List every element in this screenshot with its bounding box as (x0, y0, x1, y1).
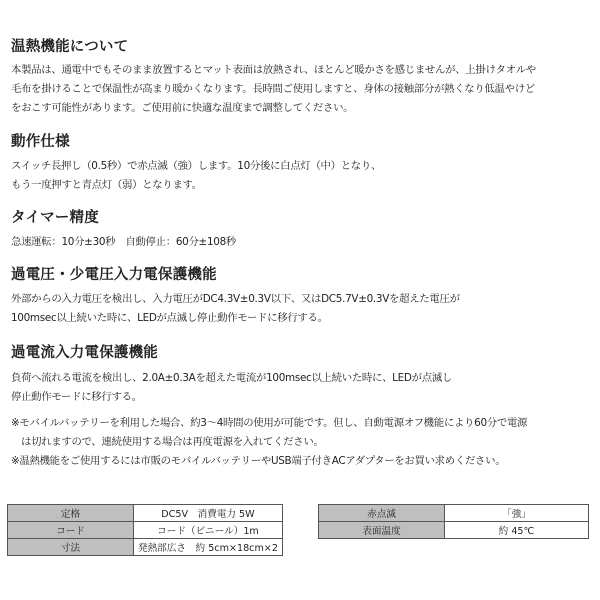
table-row (8, 522, 283, 539)
spec-value-dimensions: 発熱部広さ 約 5cm×18cm×2 (134, 539, 283, 556)
section-heading: 温熱機能について (11, 39, 129, 55)
section-heading: 過電流入力電保護機能 (11, 345, 158, 361)
section-body: 外部からの入力電圧を検出し、入力電圧がDC4.3V±0.3V以下、又はDC5.7V±0.3Vを超えた電圧が 100msec以上続いた時に、LEDが点滅し停止動作モードに移行する。 (11, 293, 460, 324)
spec-value-surface-temp: 約 45℃ (445, 522, 589, 539)
notes (11, 414, 596, 471)
section-current-protection (11, 344, 591, 407)
spec-label-surface-temp: 表面温度 (319, 522, 445, 539)
spec-value-cord: コード（ビニール）1m (134, 522, 283, 539)
spec-table-left (7, 504, 283, 556)
section-body: スイッチ長押し（0.5秒）で赤点滅（強）します。10分後に白点灯（中）となり、 もう一度押すと青点灯（弱）となります。 (11, 160, 382, 191)
section-voltage-protection (11, 266, 591, 328)
spec-value-rating: DC5V 消費電力 5W (134, 505, 283, 522)
note-battery: ※モバイルバッテリーを利用した場合、約3〜4時間の使用が可能です。但し、自動電源オフ機能により60分で電源 (11, 417, 528, 429)
note-adapter: ※温熱機能をご使用するには市販のモバイルバッテリーやUSB端子付きACアダプターをお買い求めください。 (11, 455, 506, 467)
section-heading: 動作仕様 (11, 134, 70, 150)
section-body: 負荷へ流れる電流を検出し、2.0A±0.3Aを超えた電流が100msec以上続いた時に、LEDが点滅し 停止動作モードに移行する。 (11, 372, 452, 403)
table-row (319, 505, 589, 522)
spec-table-right (318, 504, 589, 539)
spec-label-cord: コード (8, 522, 134, 539)
section-timer-accuracy (11, 209, 591, 252)
spec-label-dimensions: 寸法 (8, 539, 134, 556)
section-operation-spec (11, 133, 591, 195)
section-body: 急速運転：10分±30秒 自動停止：60分±108秒 (11, 236, 236, 248)
spec-label-red-blink: 赤点滅 (319, 505, 445, 522)
table-row (319, 522, 589, 539)
section-heading: 過電圧・少電圧入力電保護機能 (11, 267, 217, 283)
spec-value-red-blink: 「強」 (445, 505, 589, 522)
spec-label-rating: 定格 (8, 505, 134, 522)
section-heading: タイマー精度 (11, 210, 99, 226)
note-battery-continued: は切れますので、連続使用する場合は再度電源を入れてください。 (21, 436, 324, 448)
section-body: 本製品は、通電中でもそのまま放置するとマット表面は放熱され、ほとんど暖かさを感じませんが、上掛けタオルや 毛布を掛けることで保温性が高まり暖かくなります。長時間ご使用しますと、身体の接触部分が熱くなり低温やけど をおこす可能性があります。ご使用前に快適な温度まで調整してください。 (11, 64, 536, 114)
section-heat-function (11, 38, 591, 118)
table-row (8, 505, 283, 522)
table-row (8, 539, 283, 556)
